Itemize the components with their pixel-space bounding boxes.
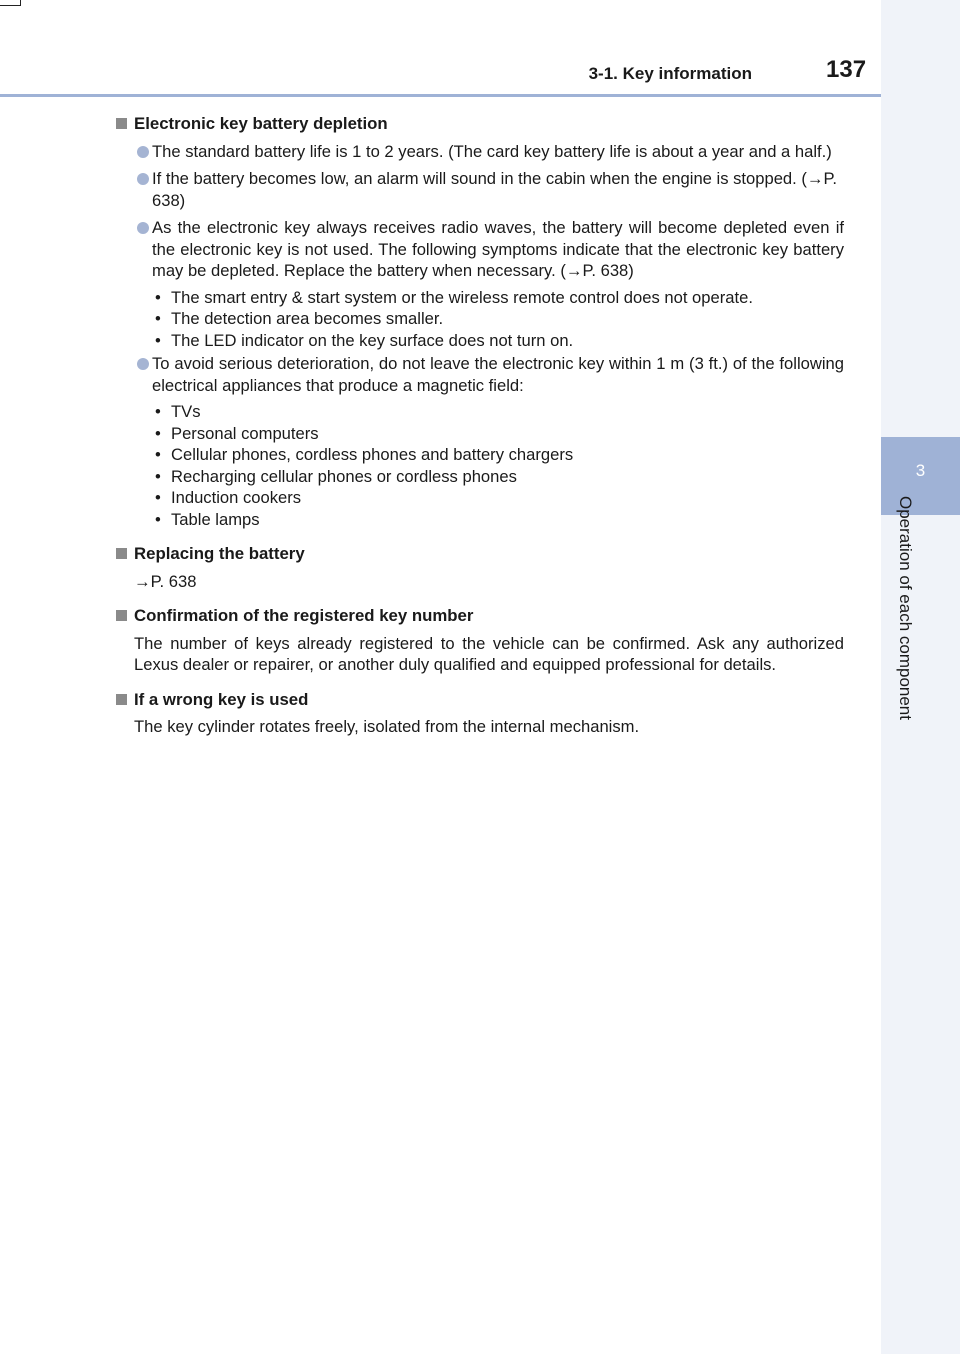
header-rule [0, 94, 960, 97]
section-title-wrong-key: If a wrong key is used [114, 689, 844, 711]
list-item: To avoid serious deterioration, do not leave the electronic key within 1 m (3 ft.) of the following electrical appliances that produce a magnetic field: [114, 353, 844, 396]
list-item: If the battery becomes low, an alarm will sound in the cabin when the engine is stopped. (→P. 638) [114, 168, 844, 211]
sub-list-item: • Induction cookers [155, 488, 302, 507]
square-marker-icon [116, 610, 127, 621]
main-content [114, 108, 844, 738]
sub-list-item: • The smart entry & start system or the wireless remote control does not operate. [155, 287, 753, 307]
crop-mark-top-left-h [0, 5, 20, 6]
sub-list-item: • Cellular phones, cordless phones and battery chargers [155, 445, 574, 464]
confirmation-text: The number of keys already registered to the vehicle can be confirmed. Ask any authorized Lexus dealer or repairer, or another duly qualified and equipped professional for details. [134, 633, 844, 674]
chapter-label: Operation of each component [896, 496, 915, 720]
section-title-confirmation: Confirmation of the registered key number [114, 605, 844, 627]
section-title-battery: Electronic key battery depletion [114, 113, 844, 135]
sub-list-item: • TVs [155, 402, 201, 421]
square-marker-icon [116, 694, 127, 705]
bullet-dot-icon [137, 222, 149, 234]
page-number: 137 [826, 56, 867, 83]
section-title-replacing: Replacing the battery [114, 543, 844, 565]
symptom-list [114, 287, 844, 352]
bullet-dot-icon [137, 173, 149, 185]
list-item: As the electronic key always receives radio waves, the battery will become depleted even if the electronic key is not used. The following symptoms indicate that the electronic key battery may be depleted. Replace the battery when necessary. (→P. 638) [114, 217, 844, 282]
list-item: The standard battery life is 1 to 2 years. (The card key battery life is about a year and a half.) [114, 141, 844, 163]
appliance-list [114, 401, 844, 530]
square-marker-icon [116, 118, 127, 129]
sub-list-item: • Personal computers [155, 423, 319, 443]
crop-mark-top-left-v [20, 0, 21, 6]
bullet-dot-icon [137, 358, 149, 370]
bullet-dot-icon [137, 146, 149, 158]
sub-list-item: • The LED indicator on the key surface does not turn on. [155, 330, 574, 350]
sub-list-item: • The detection area becomes smaller. [155, 309, 444, 328]
sub-list-item: • Recharging cellular phones or cordless phones [155, 466, 517, 486]
page-reference: →P. 638 [134, 571, 197, 591]
sub-list-item: • Table lamps [155, 509, 260, 529]
section-heading: 3-1. Key information [588, 64, 752, 83]
chapter-tab-number: 3 [915, 461, 926, 480]
wrong-key-text: The key cylinder rotates freely, isolated from the internal mechanism. [134, 717, 640, 736]
square-marker-icon [116, 548, 127, 559]
